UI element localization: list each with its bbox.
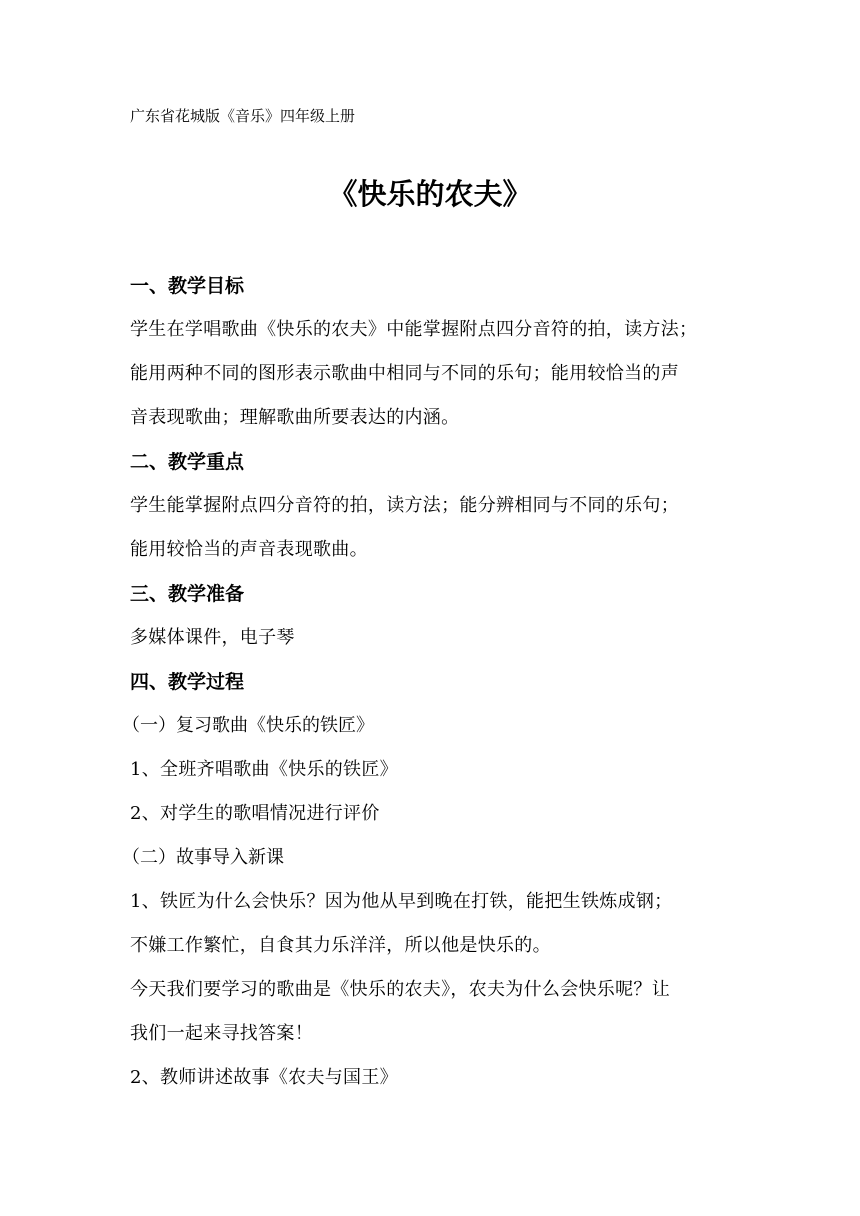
- document-body: [122, 264, 740, 1100]
- document-title: 《快乐的农夫》: [328, 177, 532, 211]
- list-item: 2、教师讲述故事《农夫与国王》: [130, 1067, 398, 1088]
- paragraph-line: 音表现歌曲；理解歌曲所要表达的内涵。: [130, 407, 460, 428]
- key-points-paragraph: [130, 484, 740, 572]
- paragraph-line: 学生在学唱歌曲《快乐的农夫》中能掌握附点四分音符的拍，读方法；: [130, 319, 698, 340]
- paragraph-line: 我们一起来寻找答案！: [130, 1023, 313, 1044]
- process-part1-heading: （一）复习歌曲《快乐的铁匠》: [122, 715, 374, 736]
- paragraph-line: 能用两种不同的图形表示歌曲中相同与不同的乐句；能用较恰当的声: [130, 363, 679, 384]
- preparation-paragraph: [130, 616, 740, 660]
- paragraph-line: 1、铁匠为什么会快乐？因为他从早到晚在打铁，能把生铁炼成钢；: [130, 891, 673, 912]
- document-header: 广东省花城版《音乐》四年级上册: [130, 107, 356, 125]
- paragraph-line: 能用较恰当的声音表现歌曲。: [130, 539, 368, 560]
- section-heading-preparation: 三、教学准备: [130, 583, 245, 605]
- section-heading-key-points: 二、教学重点: [130, 451, 245, 473]
- paragraph-line: 不嫌工作繁忙，自食其力乐洋洋，所以他是快乐的。: [130, 935, 551, 956]
- process-part1-items: [130, 748, 740, 836]
- section-heading-process: 四、教学过程: [130, 671, 245, 693]
- paragraph-line: 今天我们要学习的歌曲是《快乐的农夫》，农夫为什么会快乐呢？让: [130, 979, 670, 1000]
- section-heading-objectives: 一、教学目标: [130, 275, 245, 297]
- process-part2-content: [130, 880, 740, 1100]
- objectives-paragraph: [130, 308, 740, 440]
- process-part2-heading: （二）故事导入新课: [122, 847, 284, 868]
- paragraph-line: 多媒体课件，电子琴: [130, 627, 295, 648]
- paragraph-line: 学生能掌握附点四分音符的拍，读方法；能分辨相同与不同的乐句；: [130, 495, 679, 516]
- list-item: 2、对学生的歌唱情况进行评价: [130, 803, 380, 824]
- list-item: 1、全班齐唱歌曲《快乐的铁匠》: [130, 759, 398, 780]
